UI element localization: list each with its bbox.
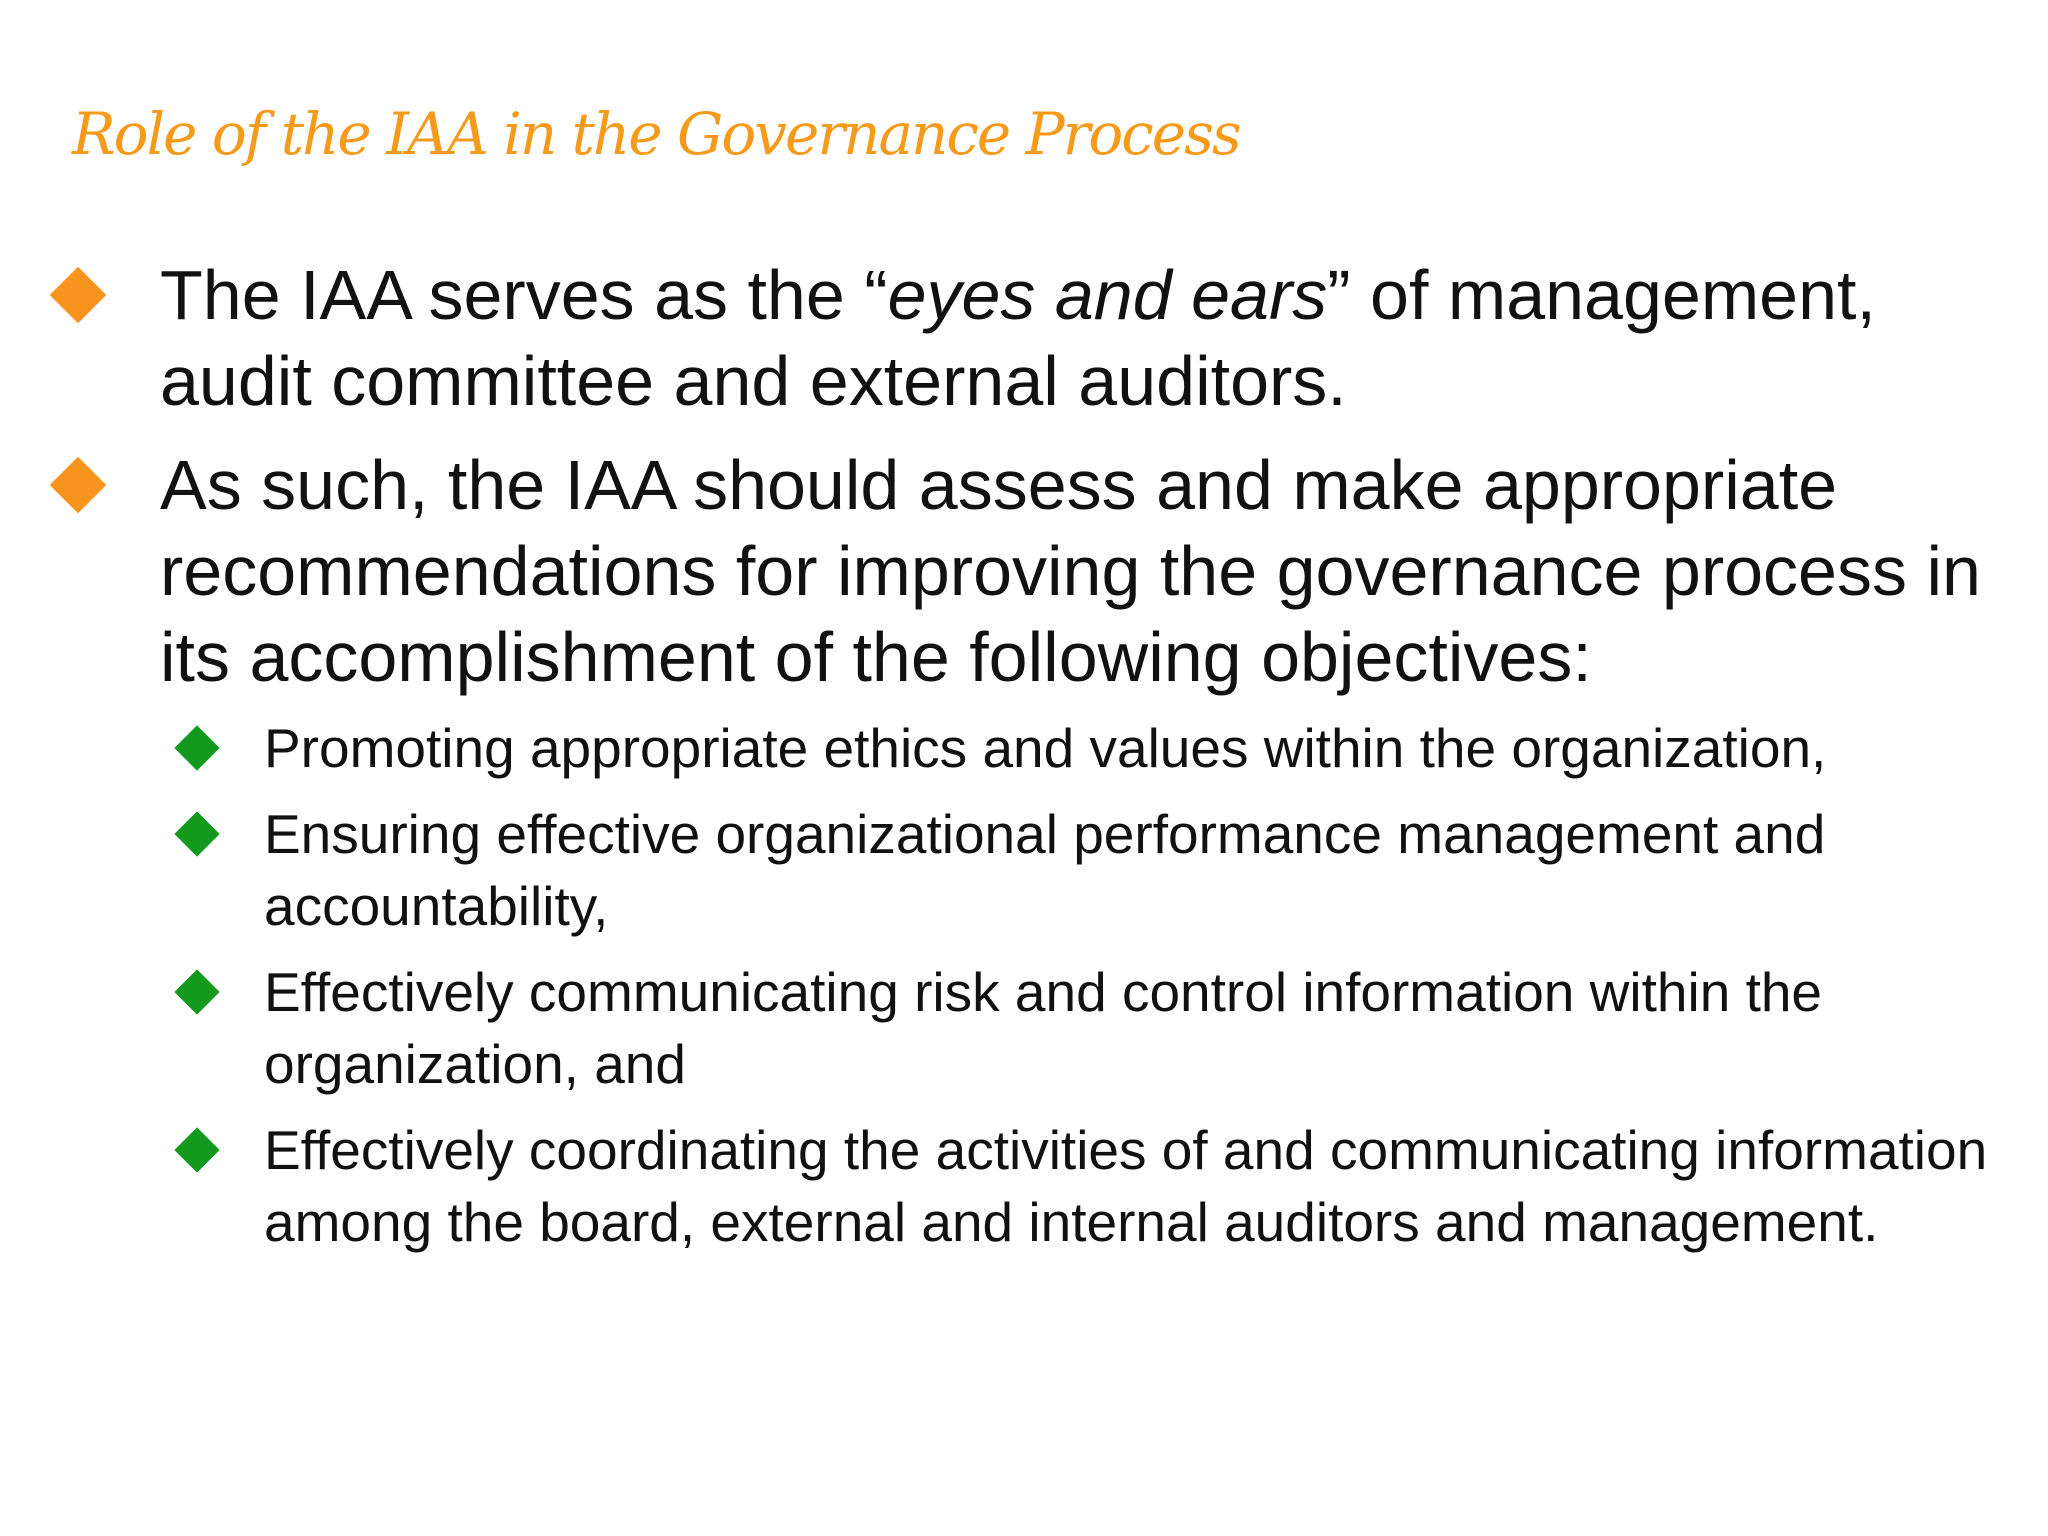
bullet-item	[160, 442, 2000, 700]
sub-bullet-text: Promoting appropriate ethics and values within the organization,	[264, 717, 1827, 779]
green-diamond-bullet-icon	[174, 1127, 219, 1172]
sub-bullet-item	[264, 1114, 2024, 1258]
bullet-text-part: The IAA serves as the “	[160, 256, 888, 334]
sub-bullet-text: Effectively coordinating the activities of and communicating information among the board, external and internal auditors and management.	[264, 1119, 1988, 1253]
bullet-emphasis: eyes and ears	[887, 256, 1328, 334]
bullet-text	[160, 252, 2000, 424]
bullet-text-part: ” of management, audit committee and external auditors.	[160, 256, 1876, 420]
green-diamond-bullet-icon	[174, 969, 219, 1014]
sub-bullet-text: Ensuring effective organizational performance management and accountability,	[264, 803, 1826, 937]
slide-title: Role of the IAA in the Governance Process	[72, 100, 1240, 168]
bullet-item	[160, 252, 2000, 424]
green-diamond-bullet-icon	[174, 811, 219, 856]
green-diamond-bullet-icon	[174, 725, 219, 770]
sub-bullet-item	[264, 956, 2024, 1100]
orange-diamond-bullet-icon	[50, 457, 107, 514]
sub-bullet-item	[264, 712, 2024, 784]
sub-bullet-item	[264, 798, 2024, 942]
bullet-text: As such, the IAA should assess and make appropriate recommendations for improving the governance process in its accomplishment of the following objectives:	[160, 446, 1981, 696]
sub-bullet-text: Effectively communicating risk and control information within the organization, and	[264, 961, 1823, 1095]
orange-diamond-bullet-icon	[50, 267, 107, 324]
